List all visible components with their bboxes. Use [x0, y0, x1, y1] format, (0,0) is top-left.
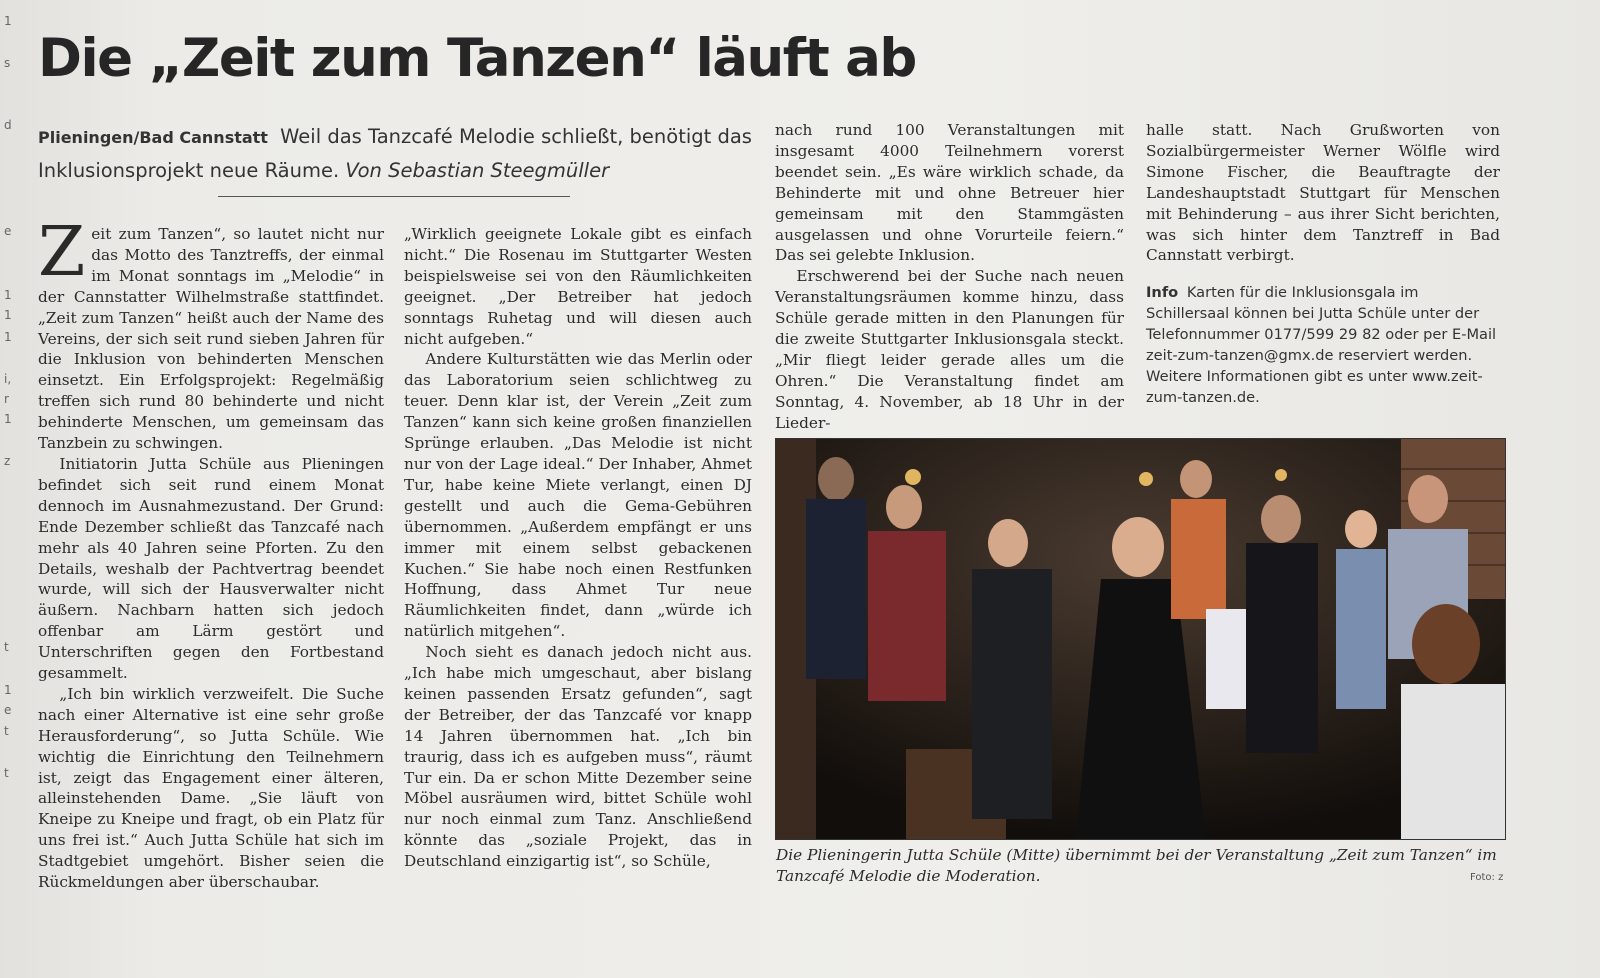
dateline: Plieningen/Bad Cannstatt [38, 128, 268, 147]
byline: Von Sebastian Steegmüller [345, 159, 610, 182]
event-photo [775, 438, 1506, 840]
paragraph: „Ich bin wirklich verzweifelt. Die Suche nach einer Alternative ist eine sehr große Herausforderung“, so Jutta Schüle. Wie wichtig die Einrichtung den Teilnehmern ist, zeigt das Engagement einer älteren, alleinstehenden Dame. „Sie läuft von Kneipe zu Kneipe und fragt, ob ein Platz für uns frei ist.“ Auch Jutta Schüle hat sich im Stadtgebiet umgehört. Bisher seien die Rückmeldungen aber überschaubar. [38, 684, 384, 892]
adjacent-column-fragment [4, 0, 22, 978]
paragraph: nach rund 100 Veranstaltungen mit insgesamt 4000 Teilnehmern vorerst beendet sein. „Es wäre wirklich schade, da Behinderte mit und ohne Betreuer hier gemeinsam mit den Stammgästen ausgelassen und ohne Vorurteile feiern.“ Das sei gelebte Inklusion. [775, 121, 1124, 265]
info-label: Info [1146, 284, 1179, 301]
article-headline: Die „Zeit zum Tanzen“ läuft ab [38, 28, 916, 89]
deck-text: Weil das Tanzcafé Melodie schließt, benötigt das Inklusionsprojekt neue Räume. [38, 125, 752, 182]
paragraph: Noch sieht es danach jedoch nicht aus. „Ich habe mich umgeschaut, aber bislang keinen passenden Ersatz gefunden“, sagt der Betreiber, der das Tanzcafé vor knapp 14 Jahren übernommen hat. „Ich bin traurig, dass ich es aufgeben muss“, räumt Tur ein. Da er schon Mitte Dezember seine Möbel ausräumen wird, bittet Schüle wohl nur noch einmal zum Tanz. Anschließend könnte das „soziale Projekt, das in Deutschland einzigartig ist“, so Schüle, [404, 643, 752, 871]
margin-letter: 1 [4, 288, 12, 302]
paragraph [38, 213, 384, 454]
margin-letter: r [4, 392, 9, 406]
margin-letter: z [4, 454, 11, 468]
article-column-2 [404, 224, 752, 872]
margin-letter: e [4, 703, 12, 717]
article-column-1 [38, 213, 384, 893]
dance-crowd-illustration [776, 439, 1505, 839]
article-column-4 [1146, 120, 1500, 266]
info-box [1146, 282, 1500, 408]
info-text: Karten für die Inklusionsgala im Schillersaal können bei Jutta Schüle unter der Telefonnummer 0177/599 29 82 oder per E-Mail zeit-zum-tanzen@gmx.de reserviert werden. Weitere Informationen gibt es unter www.zeit-zum-tanzen.de. [1146, 284, 1497, 406]
margin-letter: 1 [4, 14, 12, 28]
margin-letter: s [4, 56, 11, 70]
margin-letter: e [4, 224, 12, 238]
deck-divider [218, 196, 570, 197]
photo-caption: Die Plieningerin Jutta Schüle (Mitte) übernimmt bei der Veranstaltung „Zeit zum Tanzen“ im Tanzcafé Melodie die Moderation. [776, 846, 1497, 885]
article-deck [38, 120, 758, 187]
margin-letter: 1 [4, 330, 12, 344]
margin-letter: i, [4, 372, 12, 386]
paragraph: Initiatorin Jutta Schüle aus Plieningen befindet sich seit rund einem Monat dennoch im Ausnahmezustand. Der Grund: Ende Dezember schließt das Tanzcafé nach mehr als 40 Jahren seine Pforten. Zu den Details, weshalb der Pachtvertrag beendet wurde, will sich der Hausverwalter nicht äußern. Nachbarn hatten sich jedoch offenbar am Lärm gestört und Unterschriften gegen den Fortbestand gesammelt. [38, 454, 384, 683]
paragraph: halle statt. Nach Grußworten von Sozialbürgermeister Werner Wölfle wird Simone Fischer, die Beauftragte der Landeshauptstadt Stuttgart für Menschen mit Behinderung – aus ihrer Sicht berichten, was sich hinter dem Tanztreff in Bad Cannstatt verbirgt. [1146, 121, 1500, 265]
paragraph: Andere Kulturstätten wie das Merlin oder das Laboratorium seien schlichtweg zu teuer. Denn klar ist, der Verein „Zeit zum Tanzen“ kann sich keine großen finanziellen Sprünge erlauben. „Das Melodie ist nicht nur von der Lage ideal.“ Der Inhaber, Ahmet Tur, habe keine Miete verlangt, einen DJ gestellt und auch die Gema-Gebühren übernommen. „Außerdem empfängt er uns immer mit einem selbst gebackenen Kuchen.“ Sie habe noch einen Restfunken Hoffnung, dass Ahmet Tur neue Räumlichkeiten findet, dann „würde ich natürlich mitgehen“. [404, 350, 752, 641]
margin-letter: 1 [4, 412, 12, 426]
paragraph: Erschwerend bei der Suche nach neuen Veranstaltungsräumen komme hinzu, dass Schüle gerade mitten in den Planungen für die zweite Stuttgarter Inklusionsgala steckt. „Mir fliegt leider gerade alles um die Ohren.“ Die Veranstaltung findet am Sonntag, 4. November, ab 18 Uhr in der Lieder- [775, 267, 1124, 432]
margin-letter: d [4, 118, 12, 132]
margin-letter: t [4, 766, 9, 780]
margin-letter: 1 [4, 683, 12, 697]
drop-cap: Z [38, 213, 86, 292]
margin-letter: t [4, 724, 9, 738]
paragraph: „Wirklich geeignete Lokale gibt es einfach nicht.“ Die Rosenau im Stuttgarter Westen beispielsweise sei von den Räumlichkeiten geeignet. „Der Betreiber hat jedoch sonntags Ruhetag und will diesen auch nicht aufgeben.“ [404, 225, 752, 348]
photo-credit: Foto: z [1470, 872, 1504, 883]
margin-letter: 1 [4, 308, 12, 322]
paragraph-text: eit zum Tanzen“, so lautet nicht nur das Motto des Tanztreffs, der einmal im Monat sonntags im „Melodie“ in der Cannstatter Wilhelmstraße stattfindet. „Zeit zum Tanzen“ heißt auch der Name des Vereins, der sich seit rund sieben Jahren für die Inklusion von behinderten Menschen einsetzt. Ein Erfolgsprojekt: Regelmäßig treffen sich rund 80 behinderte und nicht behinderte Menschen, um gemeinsam das Tanzbein zu schwingen. [38, 225, 384, 453]
article-column-3 [775, 120, 1124, 434]
margin-letter: t [4, 640, 9, 654]
